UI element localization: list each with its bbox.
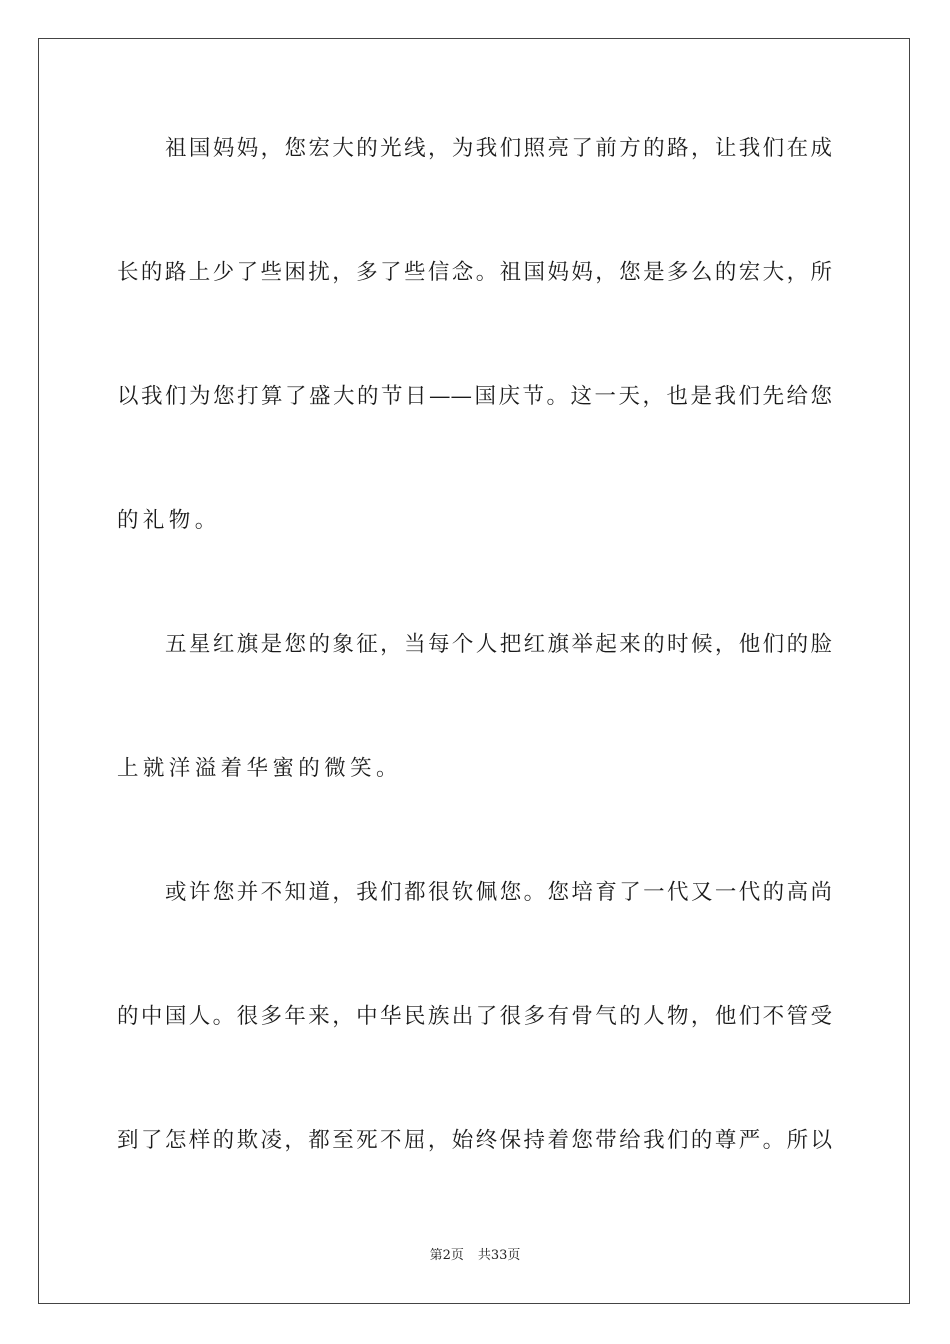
page-number: 第2页 xyxy=(429,1248,464,1263)
text-line: 到了怎样的欺凌，都至死不屈，始终保持着您带给我们的尊严。所以 xyxy=(117,1128,832,1153)
text-line: 上就洋溢着华蜜的微笑。 xyxy=(117,756,402,781)
text-line: 或许您并不知道，我们都很钦佩您。您培育了一代又一代的高尚 xyxy=(165,880,832,905)
page-total: 共33页 xyxy=(477,1248,521,1263)
text-line: 以我们为您打算了盛大的节日——国庆节。这一天，也是我们先给您 xyxy=(117,384,832,409)
text-line: 的礼物。 xyxy=(117,508,221,533)
text-line: 五星红旗是您的象征，当每个人把红旗举起来的时候，他们的脸 xyxy=(165,632,832,657)
page-footer xyxy=(0,1246,950,1266)
text-line: 祖国妈妈，您宏大的光线，为我们照亮了前方的路，让我们在成 xyxy=(165,136,832,161)
text-line: 的中国人。很多年来，中华民族出了很多有骨气的人物，他们不管受 xyxy=(117,1004,832,1029)
text-line: 长的路上少了些困扰，多了些信念。祖国妈妈，您是多么的宏大，所 xyxy=(117,260,832,285)
page-border xyxy=(38,38,910,1304)
